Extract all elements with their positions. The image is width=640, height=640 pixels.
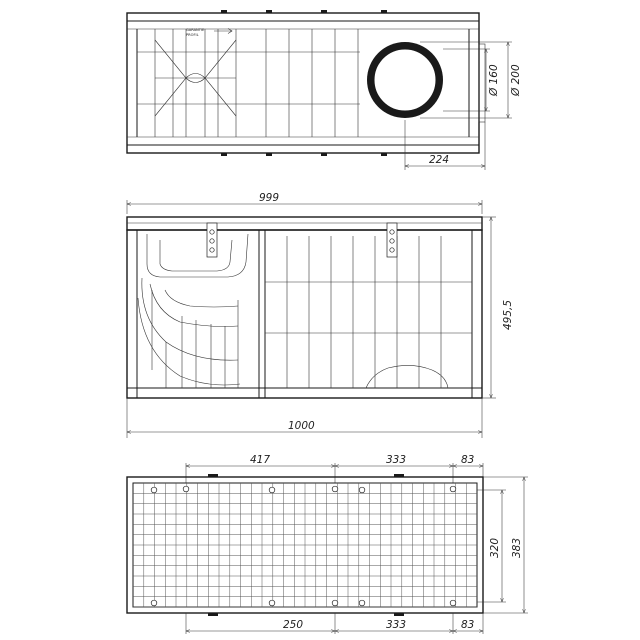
grate-bolts bbox=[151, 486, 456, 606]
side-view-body bbox=[127, 230, 482, 398]
dim-grate-width bbox=[477, 477, 528, 613]
dim-label-grate-outer-width: 383 bbox=[511, 537, 523, 558]
dim-label-grate-inner-width: 320 bbox=[489, 537, 501, 558]
dim-label-grate-bottom-mid: 333 bbox=[386, 619, 407, 631]
top-view-ribs bbox=[137, 29, 360, 137]
grate-view bbox=[127, 454, 528, 634]
dim-label-outlet-offset: 224 bbox=[429, 154, 450, 166]
dim-label-inner-diameter: Ø 160 bbox=[488, 64, 500, 96]
dim-label-grate-bottom-right: 83 bbox=[461, 619, 475, 631]
dim-label-outer-diameter: Ø 200 bbox=[510, 64, 522, 96]
dim-height bbox=[482, 217, 514, 398]
svg-text:PROFIL: PROFIL bbox=[186, 33, 199, 37]
grate-mesh bbox=[133, 483, 477, 607]
dim-grate-bottom bbox=[186, 613, 483, 634]
side-view-ribs bbox=[287, 236, 441, 388]
side-view-fixing-brackets bbox=[207, 223, 397, 257]
dim-label-grate-bottom-left: 250 bbox=[283, 619, 304, 631]
dim-top-length bbox=[127, 192, 482, 214]
top-view-clips bbox=[221, 10, 387, 156]
dim-label-top-length: 999 bbox=[259, 192, 280, 204]
dim-label-grate-top-right: 83 bbox=[461, 454, 475, 466]
dim-label-grate-top-mid: 333 bbox=[386, 454, 407, 466]
side-view bbox=[127, 192, 514, 438]
dim-grate-top bbox=[186, 454, 483, 483]
dim-label-grate-top-left: 417 bbox=[250, 454, 271, 466]
top-view-wedge bbox=[155, 40, 236, 116]
side-view-basket bbox=[138, 234, 248, 388]
outlet-pipe bbox=[367, 42, 443, 118]
brand-logo bbox=[186, 28, 232, 37]
dim-label-height: 495,5 bbox=[502, 299, 514, 330]
dim-bottom-length bbox=[127, 398, 482, 438]
side-view-outlet-arch bbox=[366, 365, 448, 388]
dim-label-bottom-length: 1000 bbox=[288, 420, 315, 432]
svg-text:GARANTIE: GARANTIE bbox=[186, 28, 205, 32]
side-top-rail bbox=[127, 217, 482, 230]
top-view bbox=[127, 10, 522, 170]
